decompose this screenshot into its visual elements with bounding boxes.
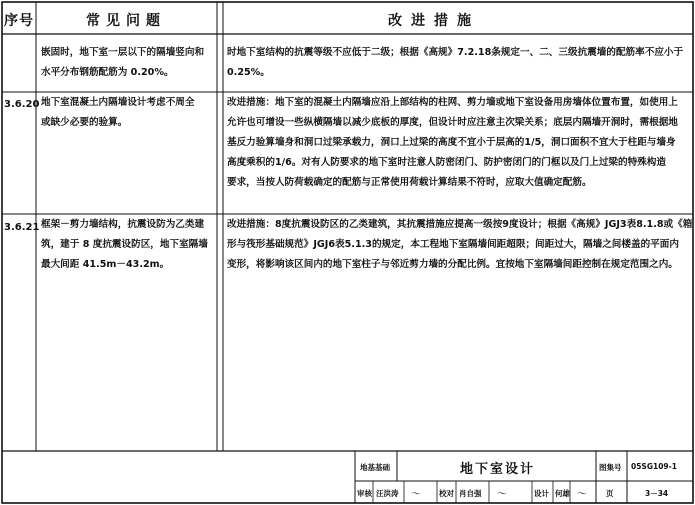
- row3-measure: 改进措施：8度抗震设防区的乙类建筑，其抗震措施应提高一级按9度设计；根据《高规》JGJ3表8.1.8或《箱 形与筏形基础规范》JGJ6表5.1.3的规定，本工程地下室隔墙间距超限；间距过大，隔墙之间楼盖的平面内 变形，将影响该区间内的地下室柱子与邻近剪力墙的分配比例。宜按地下室隔墙间距控制在规定范围之内。: [227, 219, 693, 270]
- checker-name: 肖自强: [459, 489, 482, 498]
- header-no: 序号: [4, 13, 34, 29]
- row1-problem: 嵌固时，地下室一层以下的隔墙竖向和 水平分布钢筋配筋为 0.20%。: [41, 47, 205, 78]
- designer-signature: 〜: [576, 489, 586, 500]
- page-label: 页: [606, 489, 614, 498]
- row2-problem: 地下室混凝土内隔墙设计考虑不周全 或缺少必要的验算。: [41, 97, 195, 128]
- title-block-atlas-label: 图集号: [599, 463, 622, 472]
- checker-signature: 〜: [496, 489, 506, 500]
- reviewer-signature: 〜: [410, 489, 420, 500]
- page-number: 3－34: [645, 489, 669, 498]
- reviewer-name: 汪洪涛: [376, 489, 399, 498]
- check-label: 校对: [439, 489, 454, 498]
- header-measure: 改进措施: [388, 13, 480, 29]
- header-problem: 常见问题: [86, 13, 166, 29]
- title-block-category: 地基基础: [360, 463, 390, 472]
- row2-number: 3.6.20: [4, 99, 40, 110]
- row3-problem: 框架－剪力墙结构，抗震设防为乙类建 筑，建于 8 度抗震设防区，地下室隔墙 最大间距 41.5m－43.2m。: [41, 219, 208, 270]
- design-label: 设计: [534, 489, 549, 498]
- designer-name: 何雄: [555, 489, 570, 498]
- row2-measure: 改进措施：地下室的混凝土内隔墙应沿上部结构的柱网、剪力墙或地下室设备用房墙体位置布置，如使用上 允许也可增设一些纵横隔墙以减少底板的厚度，但设计时应注意主次梁关系；底层内隔墙开洞时，需根据地 基反力验算墙身和洞口过梁承载力，洞口上过梁的高度不宜小于层高的1/5，洞口面积不宜大于柱距与墙身 高度乘积的1/6。对有人防要求的地下室时注意人防密闭门、防护密闭门的门框以及门上过梁的特殊构造 要求，当按人防荷载确定的配筋与正常使用荷载计算结果不符时，应取大值确定配筋。: [227, 97, 678, 188]
- row1-measure: 时地下室结构的抗震等级不应低于二级；根据《高规》7.2.18条规定一、二、三级抗震墙的配筋率不应小于 0.25%。: [227, 47, 684, 78]
- row3-number: 3.6.21: [4, 222, 40, 233]
- review-label: 审核: [357, 489, 372, 498]
- title-block-title: 地下室设计: [460, 462, 536, 477]
- title-block-atlas-no: 05SG109-1: [631, 462, 677, 471]
